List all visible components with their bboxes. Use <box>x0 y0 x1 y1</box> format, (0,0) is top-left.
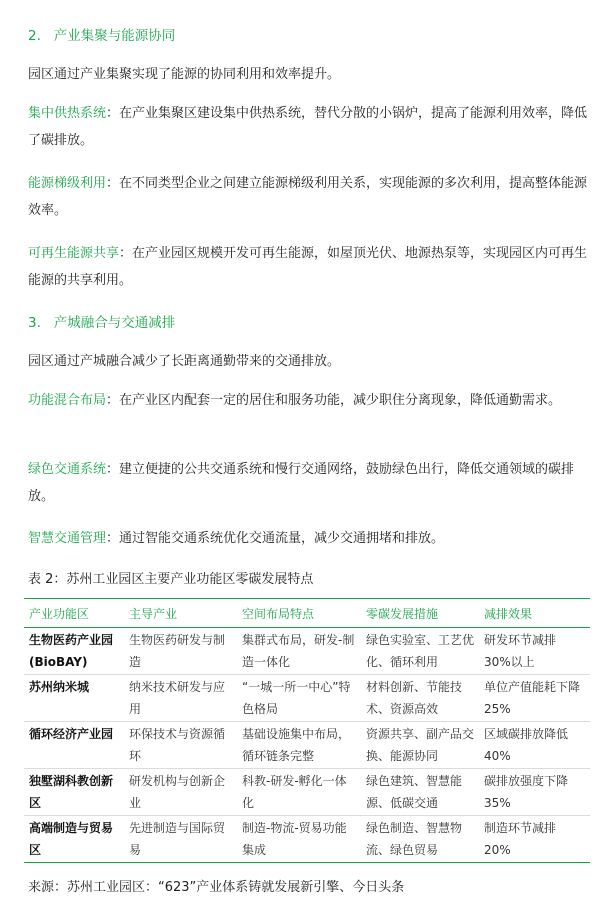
term-label: 可再生能源共享 <box>28 246 120 261</box>
paragraph: 集中供热系统：在产业集聚区建设集中供热系统，替代分散的小锅炉，提高了能源利用效率，降低了碳排放。 <box>28 106 588 148</box>
paragraph: 园区通过产城融合减少了长距离通勤带来的交通排放。 <box>28 354 341 369</box>
table-cell: 绿色实验室、工艺优化、循环利用 <box>361 628 479 675</box>
table-cell: 材料创新、节能技术、资源高效 <box>361 675 479 722</box>
term-label: 功能混合布局 <box>28 393 107 408</box>
table-cell: 绿色制造、智慧物流、绿色贸易 <box>361 816 479 863</box>
table-cell: 基础设施集中布局，循环链条完整 <box>237 722 361 769</box>
table-cell: 集群式布局，研发-制造一体化 <box>237 628 361 675</box>
table-cell: 研发机构与创新企业 <box>124 769 237 816</box>
table-cell: 碳排放强度下降 35% <box>479 769 590 816</box>
term-label: 绿色交通系统 <box>28 462 107 477</box>
table-cell: 科教-研发-孵化一体化 <box>237 769 361 816</box>
table-cell: 纳米技术研发与应用 <box>124 675 237 722</box>
section-heading: 2. 产业集聚与能源协同 <box>28 28 176 44</box>
paragraph: 智慧交通管理：通过智能交通系统优化交通流量，减少交通拥堵和排放。 <box>28 531 445 546</box>
source-note: 来源：苏州工业园区：“623”产业体系铸就发展新引擎、今日头条 <box>28 880 405 895</box>
paragraph: 园区通过产业集聚实现了能源的协同利用和效率提升。 <box>28 67 341 82</box>
section-heading: 3. 产城融合与交通减排 <box>28 315 176 331</box>
zero-carbon-table <box>24 598 590 863</box>
table-cell: 独墅湖科教创新区 <box>24 769 124 816</box>
table-cell: 高端制造与贸易区 <box>24 816 124 863</box>
table-cell: 制造环节减排 20% <box>479 816 590 863</box>
table-caption: 表 2：苏州工业园区主要产业功能区零碳发展特点 <box>28 572 314 587</box>
table-header-row <box>24 599 590 628</box>
column-header: 产业功能区 <box>29 606 90 621</box>
paragraph: 绿色交通系统：建立便捷的公共交通系统和慢行交通网络，鼓励绿色出行，降低交通领域的碳排放。 <box>28 462 575 504</box>
table-cell: 生物医药研发与制造 <box>124 628 237 675</box>
table-cell: 单位产值能耗下降 25% <box>479 675 590 722</box>
table-cell: 环保技术与资源循环 <box>124 722 237 769</box>
term-label: 智慧交通管理 <box>28 531 107 546</box>
column-header: 主导产业 <box>129 606 178 621</box>
table-row <box>24 628 590 675</box>
table-cell: 绿色建筑、智慧能源、低碳交通 <box>361 769 479 816</box>
paragraph: 功能混合布局：在产业区内配套一定的居住和服务功能，减少职住分离现象，降低通勤需求。 <box>28 393 562 408</box>
column-header: 零碳发展措施 <box>366 606 439 621</box>
term-label: 集中供热系统 <box>28 106 107 121</box>
column-header: 减排效果 <box>484 606 533 621</box>
table-cell: “一城一所一中心”特色格局 <box>237 675 361 722</box>
table-cell: 循环经济产业园 <box>24 722 124 769</box>
paragraph: 可再生能源共享：在产业园区规模开发可再生能源，如屋顶光伏、地源热泵等，实现园区内可再生能源的共享利用。 <box>28 246 588 288</box>
table-cell: 研发环节减排 30%以上 <box>479 628 590 675</box>
table-cell: 先进制造与国际贸易 <box>124 816 237 863</box>
table-row <box>24 769 590 816</box>
table-cell: 区域碳排放降低 40% <box>479 722 590 769</box>
table-row <box>24 675 590 722</box>
table-cell: 苏州纳米城 <box>24 675 124 722</box>
table-cell: 生物医药产业园 (BioBAY) <box>24 628 124 675</box>
table-row <box>24 722 590 769</box>
term-label: 能源梯级利用 <box>28 176 107 191</box>
table-cell: 资源共享、副产品交换、能源协同 <box>361 722 479 769</box>
table-cell: 制造-物流-贸易功能集成 <box>237 816 361 863</box>
paragraph: 能源梯级利用：在不同类型企业之间建立能源梯级利用关系，实现能源的多次利用，提高整体能源效率。 <box>28 176 588 218</box>
table-row <box>24 816 590 863</box>
column-header: 空间布局特点 <box>242 606 315 621</box>
